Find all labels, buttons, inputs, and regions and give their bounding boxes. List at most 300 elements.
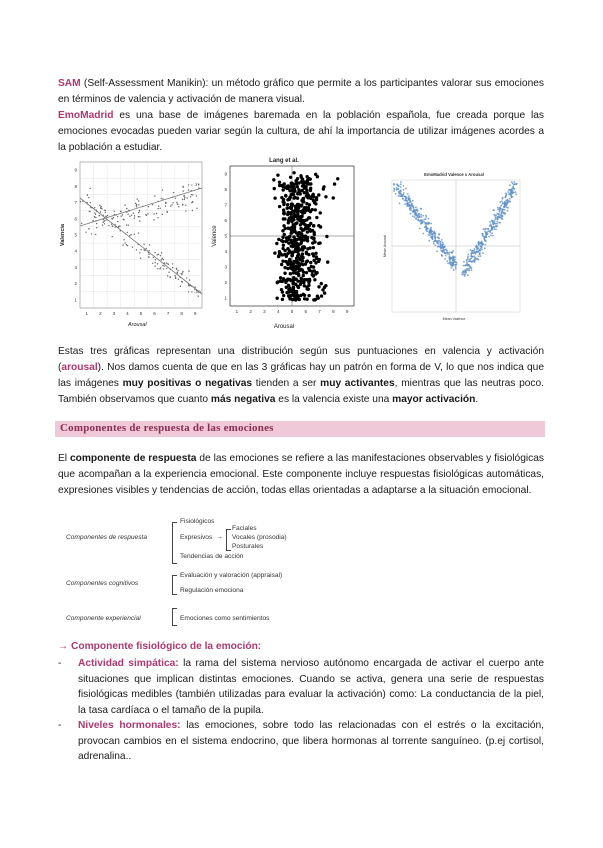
fig3-point — [495, 214, 497, 216]
fig2-point — [307, 209, 310, 212]
fig1-point — [94, 207, 95, 208]
fig3-point — [413, 210, 415, 212]
fig2-point — [281, 200, 284, 203]
fig3-point — [411, 203, 413, 205]
fig3-point — [493, 223, 495, 225]
fig3-point — [474, 252, 476, 254]
fig1-point — [122, 244, 123, 245]
fig3-point — [442, 251, 444, 253]
fig2-point — [309, 229, 312, 232]
fig3-point — [419, 219, 421, 221]
fig3-point — [439, 243, 441, 245]
diagram-vocales: Vocales (prosodia) — [232, 534, 287, 541]
fig1-point — [138, 232, 139, 233]
fig3-point — [507, 207, 509, 209]
fig3-point — [437, 237, 439, 239]
fig2-title: Lang et al. — [269, 158, 299, 164]
diagram-evaluacion: Evaluación y valoración (appraisal) — [180, 572, 283, 579]
fig3-point — [484, 244, 486, 246]
fig1-point — [114, 210, 115, 211]
fig2-point — [290, 220, 293, 223]
fig3-point — [431, 238, 433, 240]
fig2-point — [289, 176, 292, 179]
fig1-point — [90, 202, 91, 203]
y-tick-label: 6 — [74, 216, 77, 222]
fig3-point — [485, 236, 487, 238]
y-tick-label: 2 — [74, 281, 77, 287]
fig2-point — [286, 236, 289, 239]
fig1-point — [154, 266, 155, 267]
fig3-point — [407, 199, 409, 201]
sam-keyword: SAM — [58, 78, 81, 89]
y-tick-label: 5 — [224, 233, 227, 239]
analysis-text-5: es la valencia existe una — [275, 394, 393, 405]
fig3-point — [452, 260, 454, 262]
analysis-text-3: tienden a ser — [252, 378, 321, 389]
fig3-point — [495, 217, 497, 219]
fig3-point — [436, 241, 438, 243]
fig2-point — [314, 252, 317, 255]
fig2-point — [314, 202, 317, 205]
analysis-text-6: . — [475, 394, 479, 405]
fig3-point — [453, 269, 455, 271]
fig1-point — [161, 252, 162, 253]
fig2-point — [324, 195, 327, 198]
fig2-point — [309, 182, 312, 185]
analysis-bold-2: muy activantes — [320, 378, 395, 389]
fig2-point — [277, 238, 280, 241]
fig2-point — [299, 192, 302, 195]
fig3-point — [495, 228, 497, 230]
fig3-point — [441, 254, 443, 256]
fig1-point — [160, 198, 161, 199]
fig1-point — [192, 210, 193, 211]
y-tick-label: 5 — [74, 232, 77, 238]
fig2-point — [286, 213, 289, 216]
arrow-icon: → — [216, 534, 223, 541]
fig1-point — [158, 206, 159, 207]
fig2-point — [305, 202, 308, 205]
fig2-point — [314, 173, 317, 176]
fig3-point — [403, 185, 405, 187]
fig2-point — [281, 247, 284, 250]
fig3-point — [464, 265, 466, 267]
fig2-point — [286, 207, 289, 210]
fig3-point — [442, 241, 444, 243]
fig1-point — [127, 214, 128, 215]
fig2-point — [286, 203, 289, 206]
fig1-point — [183, 187, 184, 188]
fig3-point — [450, 257, 452, 259]
fig1-point — [143, 244, 144, 245]
fig1-point — [184, 197, 185, 198]
fig1-point — [154, 262, 155, 263]
fig3-point — [493, 209, 495, 211]
fig3-point — [430, 228, 432, 230]
fig2-point — [311, 252, 314, 255]
fig2-point — [314, 272, 317, 275]
fig3-point — [508, 194, 510, 196]
fig3-point — [425, 226, 427, 228]
x-tick-label: 3 — [263, 309, 266, 314]
x-tick-label: 1 — [235, 309, 239, 314]
fig1-point — [160, 255, 161, 256]
fig2-point — [272, 178, 275, 181]
fig3-point — [448, 257, 450, 259]
fig2-point — [305, 260, 308, 263]
fig1-point — [123, 239, 124, 240]
fig2-point — [295, 272, 298, 275]
diagram-experiential-label: Componente experiencial — [66, 615, 141, 622]
fig2-point — [290, 226, 293, 229]
fig2-point — [283, 266, 286, 269]
fig3-point — [507, 191, 509, 193]
list-dash: - — [58, 658, 62, 669]
fig3-point — [494, 220, 496, 222]
fig3-point — [471, 269, 473, 271]
fig3-point — [403, 192, 405, 194]
fig2-point — [289, 211, 292, 214]
fig2-point — [303, 278, 306, 281]
fig3-point — [408, 195, 410, 197]
fig3-point — [493, 214, 495, 216]
list-item-body — [78, 718, 544, 765]
fig1-point — [138, 216, 139, 217]
fig3-point — [479, 242, 481, 244]
fig1-point — [114, 226, 115, 227]
fig2-point — [292, 286, 295, 289]
fig1-point — [102, 224, 103, 225]
fig1-point — [176, 202, 177, 203]
x-tick-label: 5 — [139, 311, 143, 316]
fig2-point — [301, 197, 304, 200]
fig3-point — [406, 203, 408, 205]
fig3-point — [488, 236, 490, 238]
fig2-point — [303, 297, 306, 300]
fig2-point — [295, 182, 298, 185]
fig2-point — [305, 271, 308, 274]
fig3-point — [441, 244, 443, 246]
fig1-point — [182, 204, 183, 205]
fig2-point — [309, 189, 312, 192]
fig2-point — [284, 281, 287, 284]
fig2-point — [275, 297, 278, 300]
fig1-point — [120, 211, 121, 212]
fig2-point — [309, 177, 312, 180]
fig2-point — [312, 259, 315, 262]
fig1-point — [88, 197, 89, 198]
fig1-label-bottom: r = -.80 — [188, 289, 201, 294]
fig1-point — [166, 262, 167, 263]
fig3-point — [442, 246, 444, 248]
analysis-text-1: Estas tres gráficas representan una distribución según sus puntuaciones en valencia y activación ( — [58, 346, 544, 373]
fig2-point — [297, 256, 300, 259]
fig3-point — [446, 260, 448, 262]
fig3-point — [405, 188, 407, 190]
fig1-point — [127, 232, 128, 233]
fig2-point — [285, 291, 288, 294]
fig1-point — [163, 259, 164, 260]
fig3-point — [481, 245, 483, 247]
fig1-point — [183, 195, 184, 196]
list-item-actividad — [58, 656, 544, 718]
fig1-point — [136, 204, 137, 205]
fig1-point — [196, 195, 197, 196]
fig1-point — [134, 234, 135, 235]
y-tick-label: 3 — [74, 264, 77, 270]
fig3-point — [453, 256, 455, 258]
fig3-point — [422, 233, 424, 235]
fig3-point — [449, 259, 451, 261]
fig1-point — [124, 242, 125, 243]
fig2-point — [291, 264, 294, 267]
fig3-point — [430, 227, 432, 229]
fig1-point — [190, 196, 191, 197]
fig3-point — [494, 218, 496, 220]
fig2-point — [281, 280, 284, 283]
fig1-point — [132, 246, 133, 247]
fig1-point — [156, 213, 157, 214]
fig3-point — [463, 261, 465, 263]
fig3-point — [497, 207, 499, 209]
intro-paragraph — [58, 76, 544, 156]
fig2-point — [296, 234, 299, 237]
fig1-point — [182, 190, 183, 191]
fig3-point — [484, 240, 486, 242]
fig3-point — [482, 252, 484, 254]
fig1-point — [108, 225, 109, 226]
fig2-point — [289, 239, 292, 242]
y-tick-label: 4 — [74, 248, 77, 254]
fig3-point — [483, 228, 485, 230]
fig2-point — [293, 196, 296, 199]
y-tick-label: 7 — [224, 202, 227, 208]
fig3-point — [435, 244, 437, 246]
fig1-point — [148, 256, 149, 257]
fig3-point — [428, 240, 430, 242]
fig1-point — [149, 244, 150, 245]
fig3-point — [499, 201, 501, 203]
fig2-point — [288, 259, 291, 262]
fig3-point — [410, 213, 412, 215]
fig3-point — [404, 203, 406, 205]
fig2-point — [282, 224, 285, 227]
fig3-point — [478, 255, 480, 257]
fig2-point — [316, 294, 319, 297]
fig3-point — [478, 244, 480, 246]
fig2-point — [291, 203, 294, 206]
fig3-point — [498, 213, 500, 215]
fig1-point — [176, 269, 177, 270]
fig1-point — [182, 281, 183, 282]
fig1-point — [188, 270, 189, 271]
fig3-point — [423, 221, 425, 223]
analysis-bold-4: mayor activación — [392, 394, 476, 405]
fig2-y-ticks — [224, 171, 227, 300]
diagram-brace-cognitive — [172, 575, 177, 595]
fig3-point — [398, 185, 400, 187]
fig1-point — [182, 271, 183, 272]
fig3-point — [406, 200, 408, 202]
fig3-point — [461, 272, 463, 274]
fig1-point — [92, 220, 93, 221]
fig3-point — [470, 257, 472, 259]
fig1-point — [194, 286, 195, 287]
fig2-point — [313, 278, 316, 281]
fig1-point — [140, 249, 141, 250]
fig1-y-label: Valencia — [60, 223, 66, 246]
x-tick-label: 5 — [290, 309, 294, 314]
fig1-point — [147, 213, 148, 214]
fig3-point — [511, 181, 513, 183]
fig3-point — [429, 234, 431, 236]
fig2-point — [322, 185, 325, 188]
fig1-point — [139, 252, 140, 253]
fig1-point — [168, 264, 169, 265]
fig3-point — [455, 268, 457, 270]
fig3-point — [406, 205, 408, 207]
fig3-point — [484, 247, 486, 249]
fig2-point — [297, 203, 300, 206]
fig3-point — [500, 205, 502, 207]
fig3-point — [400, 183, 402, 185]
diagram-posturales: Posturales — [232, 543, 264, 550]
fig1-point — [94, 216, 95, 217]
fig1-point — [126, 208, 127, 209]
fig1-point — [129, 235, 130, 236]
fig1-point — [138, 212, 139, 213]
fig1-point — [165, 203, 166, 204]
fig3-point — [509, 184, 511, 186]
fig1-point — [157, 208, 158, 209]
fig2-point — [324, 284, 327, 287]
fig3-point — [398, 195, 400, 197]
fig1-point — [170, 205, 171, 206]
fig2-point — [285, 240, 288, 243]
fig2-point — [305, 251, 308, 254]
fig2-point — [295, 210, 298, 213]
fig2-point — [280, 288, 283, 291]
fig3-point — [501, 200, 503, 202]
fig3-point — [501, 212, 503, 214]
fig3-point — [467, 253, 469, 255]
fig2-point — [332, 196, 335, 199]
fig3-point — [441, 239, 443, 241]
fig2-point — [292, 235, 295, 238]
fig3-point — [414, 210, 416, 212]
fig3-point — [485, 232, 487, 234]
fig2-point — [292, 294, 295, 297]
fig2-point — [296, 185, 299, 188]
fig2-point — [293, 290, 296, 293]
fig3-point — [470, 253, 472, 255]
fig2-point — [333, 182, 336, 185]
x-tick-label: 1 — [85, 311, 89, 316]
x-tick-label: 8 — [180, 311, 183, 316]
fig2-point — [317, 285, 320, 288]
fig1-point — [131, 214, 132, 215]
x-tick-label: 2 — [249, 309, 252, 314]
fig2-point — [320, 282, 323, 285]
components-diagram — [58, 512, 358, 632]
diagram-expresivos: Expresivos — [180, 534, 213, 541]
fig1-point — [178, 279, 179, 280]
x-tick-label: 9 — [345, 309, 349, 314]
fig2-point — [336, 177, 339, 180]
y-tick-label: 4 — [224, 249, 227, 255]
fig1-point — [155, 259, 156, 260]
fig2-point — [282, 243, 285, 246]
fig1-point — [139, 220, 140, 221]
fig3-point — [467, 258, 469, 260]
fig1-point — [177, 272, 178, 273]
fig2-point — [298, 264, 301, 267]
fig3-point — [427, 222, 429, 224]
fig2-point — [295, 221, 298, 224]
fig3-point — [434, 237, 436, 239]
fig1-point — [154, 195, 155, 196]
fig2-point — [280, 263, 283, 266]
fig1-point — [140, 258, 141, 259]
fig2-point — [317, 242, 320, 245]
fig3-point — [393, 190, 395, 192]
fig3-point — [408, 197, 410, 199]
fig1-point — [107, 215, 108, 216]
fig3-point — [512, 187, 514, 189]
fig1-point — [85, 232, 86, 233]
fig1-point — [112, 226, 113, 227]
fig1-point — [153, 219, 154, 220]
fig1-point — [146, 248, 147, 249]
fig1-point — [157, 263, 158, 264]
component-text-1: El — [58, 453, 70, 464]
fig3-point — [502, 202, 504, 204]
fig2-point — [288, 295, 291, 298]
fig2-point — [304, 185, 307, 188]
fig2-point — [299, 242, 302, 245]
analysis-text-2: ). Nos damos cuenta de que en las 3 gráficas hay un patrón en forma de V, lo que nos indica que las imágenes — [58, 362, 544, 389]
fig1-point — [94, 212, 95, 213]
fig1-point — [105, 212, 106, 213]
fig2-point — [275, 242, 278, 245]
fig3-point — [496, 221, 498, 223]
fig3-point — [477, 251, 479, 253]
fig2-point — [326, 260, 329, 263]
x-tick-label: 7 — [318, 309, 321, 314]
fig1-point — [158, 254, 159, 255]
fig1-point — [100, 211, 101, 212]
fig2-point — [303, 211, 306, 214]
fig3-point — [476, 246, 478, 248]
fig1-point — [148, 206, 149, 207]
fig1-point — [121, 216, 122, 217]
fig3-point — [415, 206, 417, 208]
fig3-point — [470, 249, 472, 251]
fig2-point — [295, 238, 298, 241]
fig1-point — [162, 265, 163, 266]
fig3-point — [422, 215, 424, 217]
fig2-point — [277, 255, 280, 258]
fig1-point — [152, 263, 153, 264]
fig2-point — [278, 181, 281, 184]
component-paragraph — [58, 451, 544, 499]
fig1-point — [159, 208, 160, 209]
fig3-point — [498, 211, 500, 213]
fig2-point — [325, 235, 328, 238]
fig1-point — [91, 233, 92, 234]
fig1-point — [122, 214, 123, 215]
fig3-title: EmoMadrid Valence x Arousal — [424, 172, 484, 177]
